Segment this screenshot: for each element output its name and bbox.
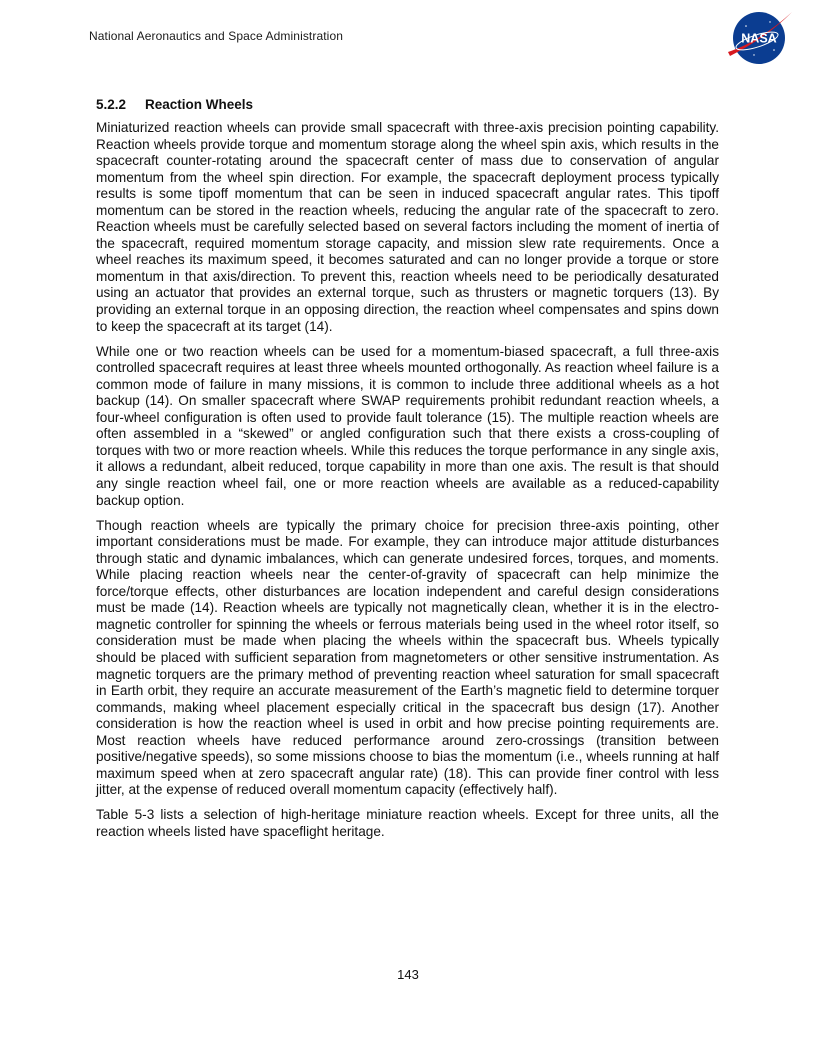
section-number: 5.2.2: [96, 97, 127, 112]
main-content: [96, 96, 719, 849]
paragraph: Though reaction wheels are typically the primary choice for precision three-axis pointing, other important considerations must be made. For example, they can introduce major attitude disturbances through static and dynamic imbalances, which can generate undesired forces, torques, and moments. While placing reaction wheels near the center-of-gravity of spacecraft can help minimize the force/torque effects, other disturbances are location independent and careful design considerations must be made (14). Reaction wheels are typically not magnetically clean, whether it is in the electro-magnetic controller for spinning the wheels or ferrous materials being used in the wheel rotor itself, so consideration must be made when placing the wheels within the spacecraft bus. Wheels typically should be placed with sufficient separation from magnetometers or other sensitive instrumentation. As magnetic torquers are the primary method of preventing reaction wheel saturation for small spacecraft in Earth orbit, they require an accurate measurement of the Earth’s magnetic field to determine torquer commands, making wheel placement especially critical in the spacecraft bus design (17). Another consideration is how the reaction wheel is used in orbit and how precise pointing requirements are. Most reaction wheels have reduced performance around zero-crossings (transition between positive/negative speeds), so some missions choose to bias the momentum (i.e., wheels running at half maximum speed when at zero spacecraft angular rate) (18). This can provide finer control with less jitter, at the expense of reduced overall momentum capacity (effectively half).: [96, 517, 719, 798]
paragraph: While one or two reaction wheels can be used for a momentum-biased spacecraft, a full three-axis controlled spacecraft requires at least three wheels mounted orthogonally. As reaction wheel failure is a common mode of failure in many missions, it is common to include three additional wheels as a hot backup (14). On smaller spacecraft where SWAP requirements prohibit redundant reaction wheels, a four-wheel configuration is often used to provide fault tolerance (15). The multiple reaction wheels are often assembled in a “skewed” or angled configuration such that there exists a cross-coupling of torques with two or more reaction wheels. While this reduces the torque performance in any single axis, it allows a redundant, albeit reduced, torque capability in more than one axis. The result is that should any single reaction wheel fail, one or more reaction wheels are available as a reduced-capability backup option.: [96, 343, 719, 508]
paragraph: Miniaturized reaction wheels can provide small spacecraft with three-axis precision pointing capability. Reaction wheels provide torque and momentum storage along the wheel spin axis, which results in the spacecraft counter-rotating around the spacecraft center of mass due to conservation of angular momentum from the wheel spin direction. For example, the spacecraft deployment process typically results is some tipoff momentum that can be seen in induced spacecraft angular rates. This tipoff momentum can be stored in the reaction wheels, reducing the angular rate of the spacecraft to zero. Reaction wheels must be carefully selected based on several factors including the moment of inertia of the spacecraft, required momentum storage capacity, and mission slew rate requirements. Once a wheel reaches its maximum speed, it becomes saturated and can no longer provide a torque or store momentum in that axis/direction. To prevent this, reaction wheels need to be periodically desaturated using an actuator that provides an external torque, such as thrusters or magnetic torquers (13). By providing an external torque in an opposing direction, the reaction wheel compensates and spins down to keep the spacecraft at its target (14).: [96, 120, 719, 334]
header-organization: National Aeronautics and Space Administration: [89, 29, 343, 43]
section-title: Reaction Wheels: [145, 97, 254, 112]
paragraph: Table 5-3 lists a selection of high-heritage miniature reaction wheels. Except for three units, all the reaction wheels listed have spaceflight heritage.: [96, 807, 719, 839]
section-heading: [96, 96, 719, 113]
nasa-logo: [724, 8, 794, 66]
logo-text: NASA: [741, 31, 777, 46]
page-number: 143: [397, 967, 419, 982]
